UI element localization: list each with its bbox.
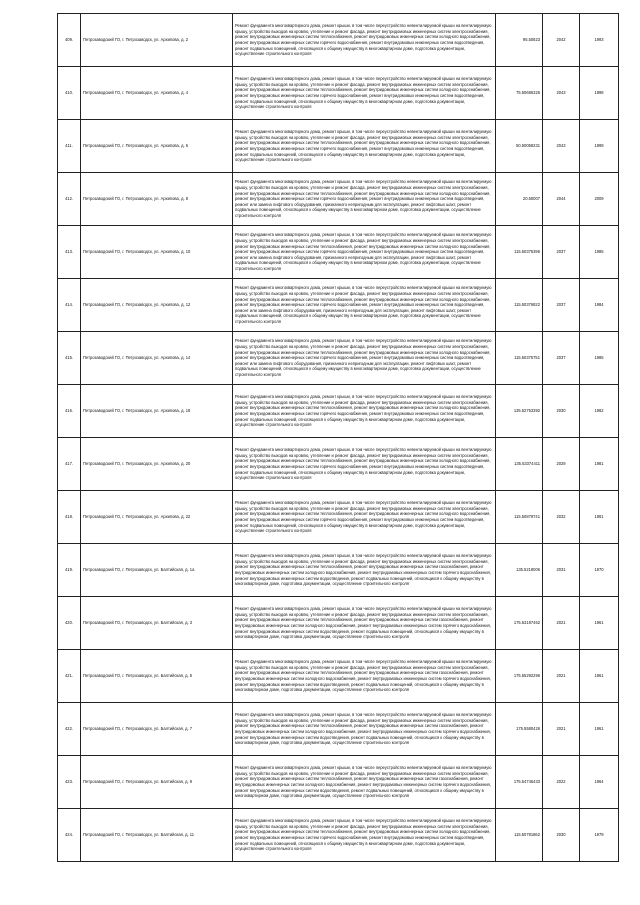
table-row xyxy=(58,385,619,438)
address-cell: Петрозаводский ГО, г. Петрозаводск, ул. Балтийская, д. 11 xyxy=(81,809,233,862)
cost-cell: 135.52753392 xyxy=(496,385,543,438)
register-table-body xyxy=(58,14,619,862)
table-row xyxy=(58,173,619,226)
planned-year-cell: 2042 xyxy=(543,14,580,67)
address-cell: Петрозаводский ГО, г. Петрозаводск, ул. Архипова, д. 18 xyxy=(81,385,233,438)
built-year-cell: 1964 xyxy=(580,756,619,809)
planned-year-cell: 2043 xyxy=(543,120,580,173)
built-year-cell: 1981 xyxy=(580,491,619,544)
table-row xyxy=(58,544,619,597)
row-number: 424. xyxy=(58,809,81,862)
cost-cell: 175.55292296 xyxy=(496,650,543,703)
built-year-cell: 1961 xyxy=(580,597,619,650)
works-cell: Ремонт фундамента многоквартирного дома, ремонт крыши, в том числе переустройство невентилируемой крыши на вентилируемую крышу, устройство выходов на кровлю, утепление и ремонт фасада, ремонт внутридомовых инженерных систем электроснабжения, ремонт внутридомовых инженерных систем теплоснабжения, ремонт внутридомовых инженерных систем газоснабжения, ремонт внутридомовых инженерных систем холодного водоснабжения, ремонт внутридомовых инженерных систем горячего водоснабжения, ремонт внутридомовых инженерных систем водоотведения, ремонт подвальных помещений, относящихся к общему имуществу в многоквартирном доме, подготовка документации, осуществление строительного контроля xyxy=(233,597,496,650)
planned-year-cell: 2037 xyxy=(543,332,580,385)
works-cell: Ремонт фундамента многоквартирного дома, ремонт крыши, в том числе переустройство невентилируемой крыши на вентилируемую крышу, устройство выходов на кровлю, утепление и ремонт фасада, ремонт внутридомовых инженерных систем электроснабжения, ремонт внутридомовых инженерных систем теплоснабжения, ремонт внутридомовых инженерных систем холодного водоснабжения, ремонт внутридомовых инженерных систем горячего водоснабжения, ремонт внутридомовых инженерных систем водоотведения, ремонт подвальных помещений, относящихся к общему имуществу в многоквартирном доме, подготовка документации, осуществление строительного контроля xyxy=(233,120,496,173)
works-cell: Ремонт фундамента многоквартирного дома, ремонт крыши, в том числе переустройство невентилируемой крыши на вентилируемую крышу, устройство выходов на кровлю, утепление и ремонт фасада, ремонт внутридомовых инженерных систем электроснабжения, ремонт внутридомовых инженерных систем теплоснабжения, ремонт внутридомовых инженерных систем газоснабжения, ремонт внутридомовых инженерных систем холодного водоснабжения, ремонт внутридомовых инженерных систем горячего водоснабжения, ремонт внутридомовых инженерных систем водоотведения, ремонт подвальных помещений, относящихся к общему имуществу в многоквартирном доме, подготовка документации, осуществление строительного контроля xyxy=(233,544,496,597)
cost-cell: 115.50375396 xyxy=(496,226,543,279)
table-row xyxy=(58,597,619,650)
cost-cell: 135.5218006 xyxy=(496,544,543,597)
planned-year-cell: 2032 xyxy=(543,491,580,544)
row-number: 419. xyxy=(58,544,81,597)
works-cell: Ремонт фундамента многоквартирного дома, ремонт крыши, в том числе переустройство невентилируемой крыши на вентилируемую крышу, устройство выходов на кровлю, утепление и ремонт фасада, ремонт внутридомовых инженерных систем электроснабжения, ремонт внутридомовых инженерных систем теплоснабжения, ремонт внутридомовых инженерных систем холодного водоснабжения, ремонт внутридомовых инженерных систем горячего водоснабжения, ремонт внутридомовых инженерных систем водоотведения, ремонт или замена лифтового оборудования, признанного непригодным для эксплуатации, ремонт лифтовых шахт, ремонт подвальных помещений, относящихся к общему имуществу в многоквартирном доме, подготовка документации, осуществление строительного контроля xyxy=(233,173,496,226)
planned-year-cell: 2021 xyxy=(543,703,580,756)
built-year-cell: 1981 xyxy=(580,438,619,491)
address-cell: Петрозаводский ГО, г. Петрозаводск, ул. Балтийская, д. 1а xyxy=(81,544,233,597)
cost-cell: 115.50376822 xyxy=(496,279,543,332)
address-cell: Петрозаводский ГО, г. Петрозаводск, ул. Балтийская, д. 5 xyxy=(81,650,233,703)
row-number: 411. xyxy=(58,120,81,173)
table-row xyxy=(58,226,619,279)
table-row xyxy=(58,120,619,173)
built-year-cell: 1993 xyxy=(580,14,619,67)
works-cell: Ремонт фундамента многоквартирного дома, ремонт крыши, в том числе переустройство невентилируемой крыши на вентилируемую крышу, устройство выходов на кровлю, утепление и ремонт фасада, ремонт внутридомовых инженерных систем электроснабжения, ремонт внутридомовых инженерных систем теплоснабжения, ремонт внутридомовых инженерных систем газоснабжения, ремонт внутридомовых инженерных систем холодного водоснабжения, ремонт внутридомовых инженерных систем горячего водоснабжения, ремонт внутридомовых инженерных систем водоотведения, ремонт подвальных помещений, относящихся к общему имуществу в многоквартирном доме, подготовка документации, осуществление строительного контроля xyxy=(233,650,496,703)
planned-year-cell: 2022 xyxy=(543,756,580,809)
row-number: 409. xyxy=(58,14,81,67)
register-table xyxy=(57,13,619,862)
works-cell: Ремонт фундамента многоквартирного дома, ремонт крыши, в том числе переустройство невентилируемой крыши на вентилируемую крышу, устройство выходов на кровлю, утепление и ремонт фасада, ремонт внутридомовых инженерных систем электроснабжения, ремонт внутридомовых инженерных систем теплоснабжения, ремонт внутридомовых инженерных систем холодного водоснабжения, ремонт внутридомовых инженерных систем горячего водоснабжения, ремонт внутридомовых инженерных систем водоотведения, ремонт подвальных помещений, относящихся к общему имуществу в многоквартирном доме, подготовка документации, осуществление строительного контроля xyxy=(233,491,496,544)
address-cell: Петрозаводский ГО, г. Петрозаводск, ул. Архипова, д. 8 xyxy=(81,173,233,226)
built-year-cell: 1961 xyxy=(580,703,619,756)
row-number: 417. xyxy=(58,438,81,491)
table-row xyxy=(58,14,619,67)
planned-year-cell: 2021 xyxy=(543,650,580,703)
address-cell: Петрозаводский ГО, г. Петрозаводск, ул. Архипова, д. 20 xyxy=(81,438,233,491)
table-row xyxy=(58,703,619,756)
works-cell: Ремонт фундамента многоквартирного дома, ремонт крыши, в том числе переустройство невентилируемой крыши на вентилируемую крышу, устройство выходов на кровлю, утепление и ремонт фасада, ремонт внутридомовых инженерных систем электроснабжения, ремонт внутридомовых инженерных систем теплоснабжения, ремонт внутридомовых инженерных систем холодного водоснабжения, ремонт внутридомовых инженерных систем горячего водоснабжения, ремонт внутридомовых инженерных систем водоотведения, ремонт или замена лифтового оборудования, признанного непригодным для эксплуатации, ремонт лифтовых шахт, ремонт подвальных помещений, относящихся к общему имуществу в многоквартирном доме, подготовка документации, осуществление строительного контроля xyxy=(233,279,496,332)
built-year-cell: 1961 xyxy=(580,650,619,703)
address-cell: Петрозаводский ГО, г. Петрозаводск, ул. Балтийская, д. 7 xyxy=(81,703,233,756)
built-year-cell: 1998 xyxy=(580,67,619,120)
row-number: 420. xyxy=(58,597,81,650)
row-number: 415. xyxy=(58,332,81,385)
table-row xyxy=(58,279,619,332)
planned-year-cell: 2030 xyxy=(543,809,580,862)
row-number: 422. xyxy=(58,703,81,756)
table-row xyxy=(58,650,619,703)
built-year-cell: 1970 xyxy=(580,544,619,597)
planned-year-cell: 2030 xyxy=(543,385,580,438)
row-number: 410. xyxy=(58,67,81,120)
address-cell: Петрозаводский ГО, г. Петрозаводск, ул. Архипова, д. 4 xyxy=(81,67,233,120)
planned-year-cell: 2021 xyxy=(543,597,580,650)
works-cell: Ремонт фундамента многоквартирного дома, ремонт крыши, в том числе переустройство невентилируемой крыши на вентилируемую крышу, устройство выходов на кровлю, утепление и ремонт фасада, ремонт внутридомовых инженерных систем электроснабжения, ремонт внутридомовых инженерных систем теплоснабжения, ремонт внутридомовых инженерных систем холодного водоснабжения, ремонт внутридомовых инженерных систем горячего водоснабжения, ремонт внутридомовых инженерных систем водоотведения, ремонт подвальных помещений, относящихся к общему имуществу в многоквартирном доме, подготовка документации, осуществление строительного контроля xyxy=(233,438,496,491)
cost-cell: 175.5580426 xyxy=(496,703,543,756)
planned-year-cell: 2031 xyxy=(543,544,580,597)
planned-year-cell: 2037 xyxy=(543,279,580,332)
cost-cell: 50.50058231 xyxy=(496,120,543,173)
built-year-cell: 1984 xyxy=(580,279,619,332)
works-cell: Ремонт фундамента многоквартирного дома, ремонт крыши, в том числе переустройство невентилируемой крыши на вентилируемую крышу, устройство выходов на кровлю, утепление и ремонт фасада, ремонт внутридомовых инженерных систем электроснабжения, ремонт внутридомовых инженерных систем теплоснабжения, ремонт внутридомовых инженерных систем холодного водоснабжения, ремонт внутридомовых инженерных систем горячего водоснабжения, ремонт внутридомовых инженерных систем водоотведения, ремонт подвальных помещений, относящихся к общему имуществу в многоквартирном доме, подготовка документации, осуществление строительного контроля xyxy=(233,67,496,120)
row-number: 423. xyxy=(58,756,81,809)
built-year-cell: 1985 xyxy=(580,226,619,279)
row-number: 421. xyxy=(58,650,81,703)
table-row xyxy=(58,809,619,862)
row-number: 416. xyxy=(58,385,81,438)
cost-cell: 75.50686326 xyxy=(496,67,543,120)
built-year-cell: 1985 xyxy=(580,332,619,385)
cost-cell: 95.50823 xyxy=(496,14,543,67)
table-row xyxy=(58,332,619,385)
table-row xyxy=(58,756,619,809)
planned-year-cell: 2044 xyxy=(543,173,580,226)
built-year-cell: 1999 xyxy=(580,120,619,173)
works-cell: Ремонт фундамента многоквартирного дома, ремонт крыши, в том числе переустройство невентилируемой крыши на вентилируемую крышу, устройство выходов на кровлю, утепление и ремонт фасада, ремонт внутридомовых инженерных систем электроснабжения, ремонт внутридомовых инженерных систем теплоснабжения, ремонт внутридомовых инженерных систем холодного водоснабжения, ремонт внутридомовых инженерных систем горячего водоснабжения, ремонт внутридомовых инженерных систем водоотведения, ремонт подвальных помещений, относящихся к общему имуществу в многоквартирном доме, подготовка документации, осуществление строительного контроля xyxy=(233,385,496,438)
planned-year-cell: 2037 xyxy=(543,226,580,279)
built-year-cell: 2009 xyxy=(580,173,619,226)
row-number: 412. xyxy=(58,173,81,226)
row-number: 413. xyxy=(58,226,81,279)
address-cell: Петрозаводский ГО, г. Петрозаводск, ул. Архипова, д. 6 xyxy=(81,120,233,173)
works-cell: Ремонт фундамента многоквартирного дома, ремонт крыши, в том числе переустройство невентилируемой крыши на вентилируемую крышу, устройство выходов на кровлю, утепление и ремонт фасада, ремонт внутридомовых инженерных систем электроснабжения, ремонт внутридомовых инженерных систем теплоснабжения, ремонт внутридомовых инженерных систем холодного водоснабжения, ремонт внутридомовых инженерных систем горячего водоснабжения, ремонт внутридомовых инженерных систем водоотведения, ремонт или замена лифтового оборудования, признанного непригодным для эксплуатации, ремонт лифтовых шахт, ремонт подвальных помещений, относящихся к общему имуществу в многоквартирном доме, подготовка документации, осуществление строительного контроля xyxy=(233,332,496,385)
cost-cell: 115.50879741 xyxy=(496,491,543,544)
address-cell: Петрозаводский ГО, г. Петрозаводск, ул. Архипова, д. 10 xyxy=(81,226,233,279)
row-number: 414. xyxy=(58,279,81,332)
planned-year-cell: 2043 xyxy=(543,67,580,120)
table-row xyxy=(58,491,619,544)
cost-cell: 135.53374411 xyxy=(496,438,543,491)
row-number: 418. xyxy=(58,491,81,544)
address-cell: Петрозаводский ГО, г. Петрозаводск, ул. Архипова, д. 14 xyxy=(81,332,233,385)
planned-year-cell: 2029 xyxy=(543,438,580,491)
works-cell: Ремонт фундамента многоквартирного дома, ремонт крыши, в том числе переустройство невентилируемой крыши на вентилируемую крышу, устройство выходов на кровлю, утепление и ремонт фасада, ремонт внутридомовых инженерных систем электроснабжения, ремонт внутридомовых инженерных систем теплоснабжения, ремонт внутридомовых инженерных систем холодного водоснабжения, ремонт внутридомовых инженерных систем горячего водоснабжения, ремонт внутридомовых инженерных систем водоотведения, ремонт подвальных помещений, относящихся к общему имуществу в многоквартирном доме, подготовка документации, осуществление строительного контроля xyxy=(233,14,496,67)
works-cell: Ремонт фундамента многоквартирного дома, ремонт крыши, в том числе переустройство невентилируемой крыши на вентилируемую крышу, устройство выходов на кровлю, утепление и ремонт фасада, ремонт внутридомовых инженерных систем электроснабжения, ремонт внутридомовых инженерных систем теплоснабжения, ремонт внутридомовых инженерных систем газоснабжения, ремонт внутридомовых инженерных систем холодного водоснабжения, ремонт внутридомовых инженерных систем горячего водоснабжения, ремонт внутридомовых инженерных систем водоотведения, ремонт подвальных помещений, относящихся к общему имуществу в многоквартирном доме, подготовка документации, осуществление строительного контроля xyxy=(233,703,496,756)
built-year-cell: 1982 xyxy=(580,385,619,438)
cost-cell: 175.53197462 xyxy=(496,597,543,650)
cost-cell: 175.54746433 xyxy=(496,756,543,809)
built-year-cell: 1979 xyxy=(580,809,619,862)
address-cell: Петрозаводский ГО, г. Петрозаводск, ул. Архипова, д. 22 xyxy=(81,491,233,544)
works-cell: Ремонт фундамента многоквартирного дома, ремонт крыши, в том числе переустройство невентилируемой крыши на вентилируемую крышу, устройство выходов на кровлю, утепление и ремонт фасада, ремонт внутридомовых инженерных систем электроснабжения, ремонт внутридомовых инженерных систем теплоснабжения, ремонт внутридомовых инженерных систем газоснабжения, ремонт внутридомовых инженерных систем холодного водоснабжения, ремонт внутридомовых инженерных систем горячего водоснабжения, ремонт внутридомовых инженерных систем водоотведения, ремонт подвальных помещений, относящихся к общему имуществу в многоквартирном доме, подготовка документации, осуществление строительного контроля xyxy=(233,756,496,809)
works-cell: Ремонт фундамента многоквартирного дома, ремонт крыши, в том числе переустройство невентилируемой крыши на вентилируемую крышу, устройство выходов на кровлю, утепление и ремонт фасада, ремонт внутридомовых инженерных систем электроснабжения, ремонт внутридомовых инженерных систем теплоснабжения, ремонт внутридомовых инженерных систем холодного водоснабжения, ремонт внутридомовых инженерных систем горячего водоснабжения, ремонт внутридомовых инженерных систем водоотведения, ремонт или замена лифтового оборудования, признанного непригодным для эксплуатации, ремонт лифтовых шахт, ремонт подвальных помещений, относящихся к общему имуществу в многоквартирном доме, подготовка документации, осуществление строительного контроля xyxy=(233,226,496,279)
cost-cell: 115.50781862 xyxy=(496,809,543,862)
address-cell: Петрозаводский ГО, г. Петрозаводск, ул. Балтийская, д. 3 xyxy=(81,597,233,650)
address-cell: Петрозаводский ГО, г. Петрозаводск, ул. Архипова, д. 2 xyxy=(81,14,233,67)
address-cell: Петрозаводский ГО, г. Петрозаводск, ул. Архипова, д. 12 xyxy=(81,279,233,332)
works-cell: Ремонт фундамента многоквартирного дома, ремонт крыши, в том числе переустройство невентилируемой крыши на вентилируемую крышу, устройство выходов на кровлю, утепление и ремонт фасада, ремонт внутридомовых инженерных систем электроснабжения, ремонт внутридомовых инженерных систем теплоснабжения, ремонт внутридомовых инженерных систем холодного водоснабжения, ремонт внутридомовых инженерных систем горячего водоснабжения, ремонт внутридомовых инженерных систем водоотведения, ремонт подвальных помещений, относящихся к общему имуществу в многоквартирном доме, подготовка документации, осуществление строительного контроля xyxy=(233,809,496,862)
cost-cell: 115.50375751 xyxy=(496,332,543,385)
table-row xyxy=(58,67,619,120)
table-row xyxy=(58,438,619,491)
cost-cell: 20.50007 xyxy=(496,173,543,226)
address-cell: Петрозаводский ГО, г. Петрозаводск, ул. Балтийская, д. 9 xyxy=(81,756,233,809)
